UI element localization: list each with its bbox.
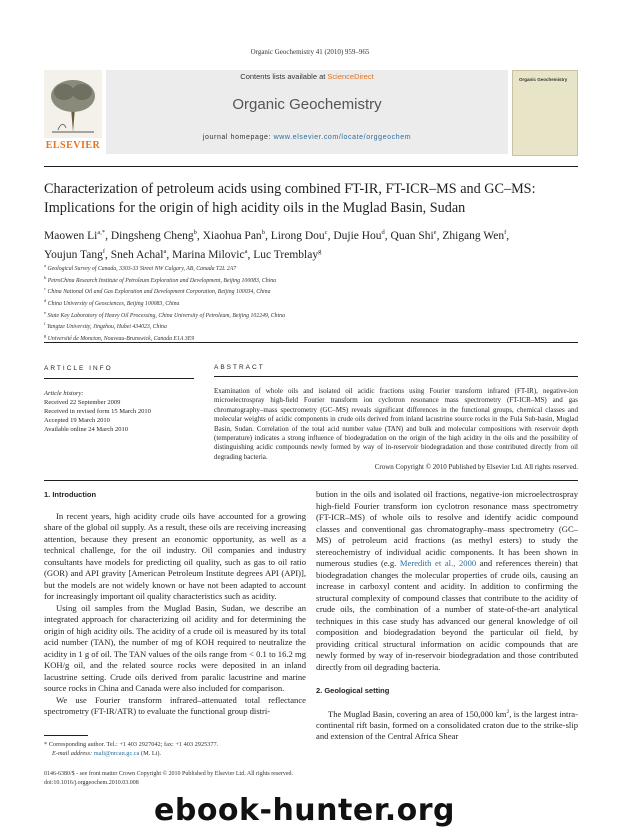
abstract-rule (214, 376, 578, 377)
author-affiliation-marker: f (102, 247, 106, 255)
affiliation-text: China National Oil and Gas Exploration and Development Corporation, Beijing 100034, China (46, 289, 271, 296)
cover-title: Organic Geochemistry (519, 77, 568, 82)
article-info-label: ARTICLE INFO (44, 365, 113, 372)
geo-text-b: , is the largest intra-continental rift basin, formed on a consolidated craton due to the strike-slip and extension of the Central Africa Shear (316, 708, 578, 742)
revised-date: Received in revised form 15 March 2010 (44, 408, 151, 415)
contents-line (106, 72, 508, 81)
column-right (316, 489, 578, 743)
watermark-text: ebook-hunter.org (154, 793, 455, 828)
author-affiliation-marker: b (261, 229, 265, 236)
author-separator: , (384, 229, 391, 242)
author-separator: , (247, 248, 254, 261)
affiliation-list (44, 262, 584, 343)
journal-title: Organic Geochemistry (232, 96, 382, 113)
affiliation-text: Geological Survey of Canada, 3303-33 Street NW Calgary, AB, Canada T2L 2A7 (46, 265, 237, 272)
abstract-section (214, 364, 578, 471)
article-info-rule (44, 378, 194, 379)
author-name[interactable]: Xiaohua Pan (202, 229, 262, 242)
affiliation-key: c (44, 286, 46, 292)
history-label: Article history: (44, 390, 84, 397)
doi-link[interactable]: doi:10.1016/j.orggeochem.2010.03.008 (44, 779, 139, 786)
intro-paragraph-1: In recent years, high acidity crude oils have accounted for a growing share of the global oil supply. As a result, these oils are receiving increasing attention, because they present an economic opportunity, as well as a technical challenge, for the oil industry. Oil companies and industry consultants have models for predicting oil quality, such as gas to oil ratio (GOR) and API gravity [American Petroleum Institute degrees API (API)], but the models are not widely known or have not been adapted to account for increasingly important oil quality characteristics such as acidity. (44, 510, 306, 601)
author-name[interactable]: Luc Tremblay (253, 248, 319, 261)
col2-text-a: bution in the oils and isolated oil fractions, negative-ion microelectrospray high-field Fourier transform ion cyclotron resonance mass spectrometry (FT-ICR–MS) of whole oils to resolve and identify acidic compound classes and conventional gas chromatography–mass spectrometry (GC–MS) of petroleum acid fractions (as methyl esters) to study the stereochemistry of individual acidic components. It has been shown in numerous studies (e.g. (316, 489, 578, 568)
elsevier-logo (44, 70, 102, 154)
author-separator: , (166, 248, 173, 261)
author-name[interactable]: Quan Shi (390, 229, 434, 242)
author-affiliation-marker: d (381, 229, 385, 236)
author-separator: , (264, 229, 271, 242)
affiliation-item (44, 320, 584, 332)
author-affiliation-marker: b (193, 229, 197, 236)
geo-paragraph-1 (316, 707, 578, 743)
running-head: Organic Geochemistry 41 (2010) 959–965 (250, 48, 370, 56)
affiliation-item (44, 262, 584, 274)
affiliation-key: b (44, 274, 47, 280)
author-list (44, 225, 584, 263)
watermark-icon (110, 795, 160, 827)
author-name[interactable]: Zhigang Wen (442, 229, 505, 242)
affiliation-item (44, 297, 584, 309)
author-affiliation-marker: e (433, 229, 437, 236)
journal-cover-thumbnail (512, 70, 578, 156)
online-date: Available online 24 March 2010 (44, 426, 128, 433)
geo-superscript: 2 (506, 708, 510, 715)
affiliation-key: e (44, 309, 46, 315)
abstract-label: ABSTRACT (214, 364, 265, 371)
reference-link-meredith[interactable]: Meredith et al., 2000 (399, 558, 477, 568)
author-name[interactable]: Dujie Hou (333, 229, 382, 242)
col2-paragraph-1 (316, 489, 578, 673)
corresponding-author: * Corresponding author. Tel.: +1 403 2927042; fax: +1 403 2925377. (44, 741, 219, 748)
accepted-date: Accepted 19 March 2010 (44, 417, 110, 424)
author-separator: , (105, 229, 111, 242)
col2-text-b: and references therein) that biodegradation changes the molecular properties of crude oils, causing an increase in carboxyl content and acidity. In addition to confirming the structural complexity of compound classes that contribute to the acidity of crude oils, the combination of a number of state-of-the-art analytical techniques in this case study has advanced our general knowledge of oil composition and biodegradation beyond the particular oil field, by providing critical structural information on acidic compounds that are newly formed by way of in-reservoir biodegradation and those contributed directly from oil degrading bacteria. (316, 558, 578, 672)
author-name[interactable]: Youjun Tang (44, 248, 103, 261)
affiliation-item (44, 285, 584, 297)
email-link[interactable]: mali@nrcan.gc.ca (93, 749, 140, 757)
abstract-copyright: Crown Copyright © 2010 Published by Elsevier Ltd. All rights reserved. (374, 463, 578, 472)
front-matter (44, 770, 578, 787)
affiliation-text: PetroChina Research Institute of Petroleum Exploration and Development, Beijing 100083, China (46, 277, 276, 284)
author-affiliation-marker: a,* (97, 229, 106, 236)
email-suffix: (M. Li). (139, 749, 162, 757)
author-affiliation-marker: a (244, 247, 248, 255)
affiliation-key: d (44, 297, 47, 303)
author-separator: , (196, 229, 203, 242)
affiliation-key: g (44, 332, 47, 338)
affiliation-key: a (44, 263, 46, 268)
geo-text-a: The Muglad Basin, covering an area of 150,000 km (328, 708, 507, 719)
title-line-1: Characterization of petroleum acids using combined FT-IR, FT-ICR–MS and GC–MS: (44, 181, 536, 197)
author-separator: , (506, 229, 510, 242)
sciencedirect-link[interactable]: ScienceDirect (327, 72, 374, 81)
footnote (44, 741, 306, 758)
article-title (44, 180, 584, 218)
contents-prefix: Contents lists available at (240, 72, 328, 81)
author-name[interactable]: Sneh Achal (110, 248, 164, 261)
author-affiliation-marker: f (504, 229, 507, 236)
author-affiliation-marker: g (318, 247, 322, 255)
masthead-rule (44, 166, 578, 167)
author-separator: , (327, 229, 334, 242)
affiliation-text: Université de Moncton, Nouveau-Brunswick, Canada E1A 3E9 (46, 335, 195, 342)
author-separator: , (436, 229, 443, 242)
journal-homepage (106, 134, 508, 141)
received-date: Received 22 September 2009 (44, 399, 121, 406)
affiliation-text: State Key Laboratory of Heavy Oil Processing, China University of Petroleum, Beijing 102249, China (46, 312, 285, 319)
intro-paragraph-3: We use Fourier transform infrared–attenuated total reflectance spectrometry (FT-IR/ATR) to evaluate the functional group distri- (44, 694, 306, 716)
affiliation-item (44, 274, 584, 286)
author-name[interactable]: Dingsheng Cheng (110, 229, 194, 242)
author-separator: , (105, 248, 111, 261)
affiliation-text: China University of Geosciences, Beijing 100083, China (46, 300, 180, 307)
section-heading-geological-setting: 2. Geological setting (316, 686, 390, 695)
abstract-bottom-rule (44, 480, 578, 481)
author-name[interactable]: Maowen Li (44, 229, 98, 242)
footnote-rule (44, 735, 88, 736)
author-name[interactable]: Marina Milovic (172, 248, 245, 261)
tree-logo-icon (44, 70, 102, 138)
author-affiliation-marker: a (163, 247, 167, 255)
abstract-text: Examination of whole oils and isolated oil acidic fractions using Fourier transform infrared (FT-IR), negative-ion microelectrospray high-field Fourier transform ion cyclotron resonance mass spectrometry (FT-ICR–MS) and gas chromatography–mass spectrometry (GC–MS) reveals significant differences in the functional groups, chemical classes and molecular weights of acidic components in crude oils derived from inland lacustrine source rocks in the Fula Sub-basin, Muglad Basin, Sudan. Correlation of the total acid number value (TAN) and bulk and molecular compositions with reservoir depth (temperature) indicates a strong influence of biodegradation on the origin of the high acidity in the oils and the possibility of distinguishing acidic compounds newly formed by way of in-reservoir biodegradation and those contributed directly from oil degrading bacteria. (214, 387, 578, 461)
author-affiliation-marker: c (324, 229, 328, 236)
column-left (44, 489, 306, 718)
masthead (44, 66, 578, 158)
affiliation-item (44, 309, 584, 321)
header-rule (44, 342, 578, 343)
author-name[interactable]: Lirong Dou (270, 229, 325, 242)
affiliation-key: f (44, 321, 46, 327)
affiliation-text: Yangtze University, Jingzhou, Hubei 434023, China (45, 324, 167, 331)
section-heading-introduction: 1. Introduction (44, 490, 97, 499)
article-info (44, 364, 194, 434)
front-matter-line: 0146-6380/$ - see front matter Crown Copyright © 2010 Published by Elsevier Ltd. All rights reserved. (44, 771, 294, 777)
email-line (44, 750, 306, 759)
homepage-prefix: journal homepage: (202, 134, 274, 141)
intro-paragraph-2: Using oil samples from the Muglad Basin, Sudan, we describe an integrated approach for characterizing oil acidity and for determining the origin of high acidity oils. The acidity of a crude oil is measured by its total acid number (TAN), the number of mg of KOH required to neutralize the acidity in 1 g of oil. The TAN values of the oils range from < 0.1 to 16.2 mg KOH/g oil, and the related source rocks were deposited in an inland lacustrine setting. Crude oils derived from paralic lacustrine and marine source rocks in China and Canada were also included for comparison. (44, 602, 306, 693)
publisher-name: ELSEVIER (45, 140, 101, 151)
homepage-url-link[interactable]: www.elsevier.com/locate/orggeochem (273, 134, 412, 141)
watermark (150, 795, 620, 827)
title-line-2: Implications for the origin of high acidity oils in the Muglad Basin, Sudan (44, 200, 466, 216)
email-label: E-mail address: (52, 749, 94, 757)
